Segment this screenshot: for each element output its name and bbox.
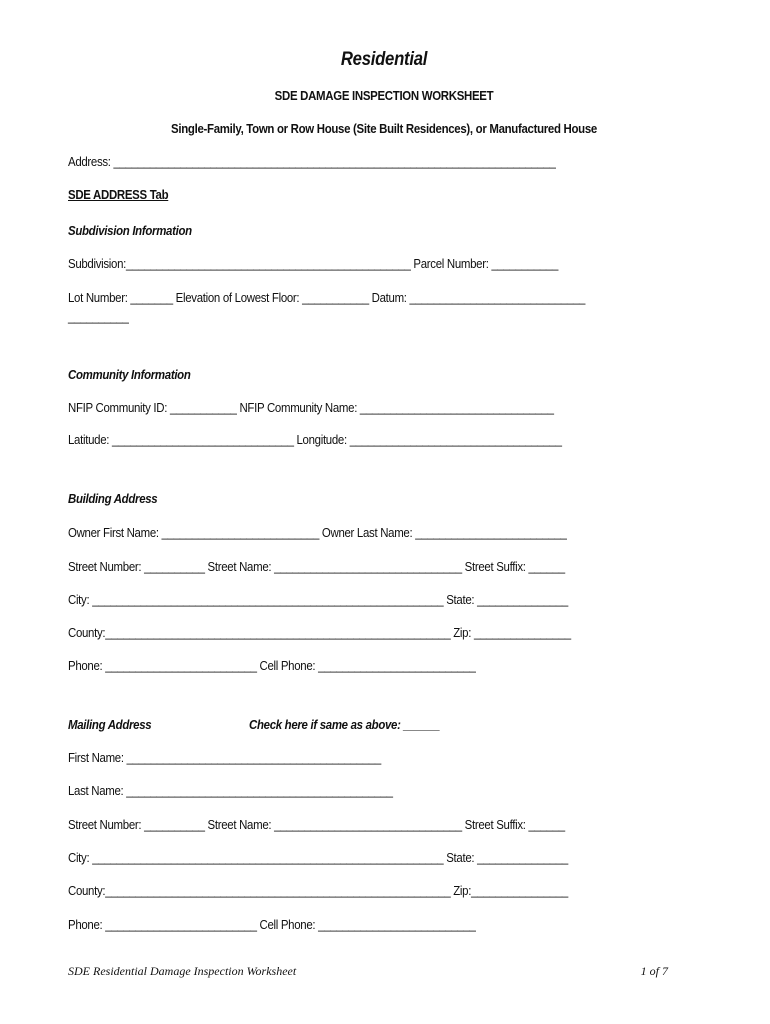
address-field[interactable]: Address: _________________________________________________________________________ [68,154,556,169]
latitude-longitude-fields[interactable]: Latitude: ______________________________ Longitude: ___________________________________ [68,432,562,447]
building-address-heading: Building Address [68,491,158,506]
footer-page-number: 1 of 7 [640,964,668,978]
community-heading: Community Information [68,367,191,382]
mailing-address-heading: Mailing Address [68,717,152,732]
mailing-first-name-field[interactable]: First Name: __________________________________________ [68,750,381,765]
datum-field-continuation[interactable]: __________ [68,309,129,324]
worksheet-subtitle: SDE DAMAGE INSPECTION WORKSHEET [274,88,494,103]
subdivision-parcel-fields[interactable]: Subdivision:_______________________________________________ Parcel Number: ___________ [68,256,559,271]
owner-name-fields[interactable]: Owner First Name: __________________________ Owner Last Name: _________________________ [68,525,567,540]
mailing-phone-fields[interactable]: Phone: _________________________ Cell Phone: __________________________ [68,917,476,932]
footer-document-name: SDE Residential Damage Inspection Worksheet [68,964,297,978]
mailing-last-name-field[interactable]: Last Name: ____________________________________________ [68,783,393,798]
nfip-community-fields[interactable]: NFIP Community ID: ___________ NFIP Community Name: ________________________________ [68,400,554,415]
building-city-state-fields[interactable]: City: __________________________________________________________ State: _______________ [68,592,568,607]
worksheet-description: Single-Family, Town or Row House (Site Built Residences), or Manufactured House [171,121,597,136]
lot-elevation-datum-fields[interactable]: Lot Number: _______ Elevation of Lowest Floor: ___________ Datum: _____________________________ [68,290,586,305]
mailing-street-fields[interactable]: Street Number: __________ Street Name: _______________________________ Street Suffix: ______ [68,817,565,832]
building-county-zip-fields[interactable]: County:_________________________________________________________ Zip: ________________ [68,625,571,640]
subdivision-heading: Subdivision Information [68,223,192,238]
mailing-county-zip-fields[interactable]: County:_________________________________________________________ Zip:________________ [68,883,568,898]
building-street-fields[interactable]: Street Number: __________ Street Name: _______________________________ Street Suffix: ______ [68,559,565,574]
mailing-city-state-fields[interactable]: City: __________________________________________________________ State: _______________ [68,850,568,865]
building-phone-fields[interactable]: Phone: _________________________ Cell Phone: __________________________ [68,658,476,673]
page-title: Residential [340,49,428,70]
address-tab-heading: SDE ADDRESS Tab [68,187,169,202]
same-as-above-check[interactable]: Check here if same as above: ______ [249,717,440,732]
